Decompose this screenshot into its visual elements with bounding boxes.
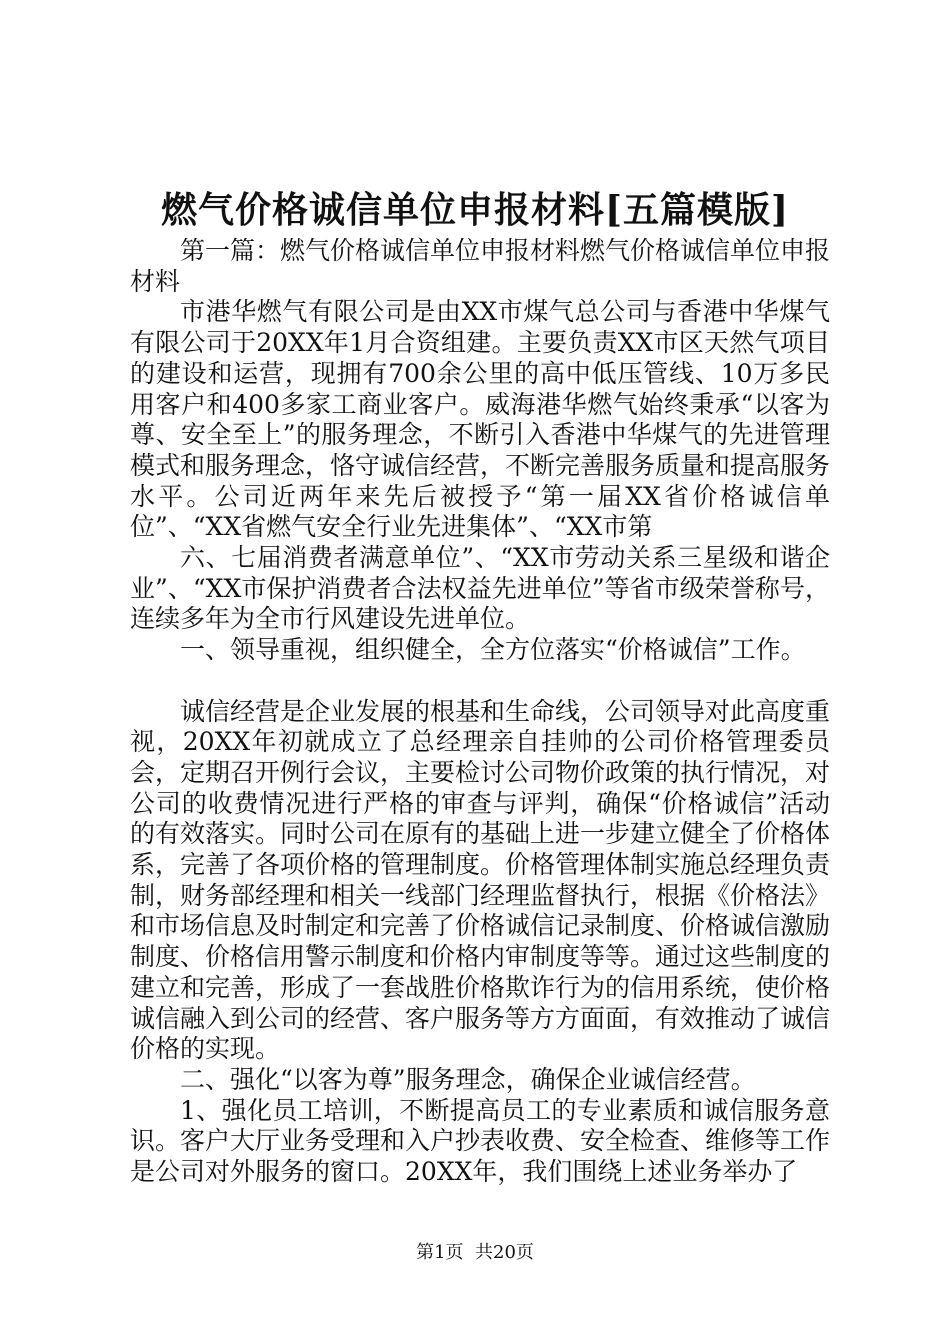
paragraph-staff-training: 1、强化员工培训，不断提高员工的专业素质和诚信服务意识。客户大厅业务受理和入户抄表收费、安全检查、维修等工作是公司对外服务的窗口。20XX年，我们围绕上述业务举办了 [130, 1095, 831, 1187]
paragraph-honors: 六、七届消费者满意单位”、“XX市劳动关系三星级和谐企业”、“XX市保护消费者合法权益先进单位”等省市级荣誉称号，连续多年为全市行风建设先进单位。 [130, 543, 830, 634]
paragraph-company-intro: 市港华燃气有限公司是由XX市煤气总公司与香港中华煤气有限公司于20XX年1月合资组建。主要负责XX市区天然气项目的建设和运营，现拥有700余公里的高中低压管线、10万多民用客户和400多家工商业客户。威海港华燃气始终秉承“以客为尊、安全至上”的服务理念，不断引入香港中华煤气的先进管理模式和服务理念，恪守诚信经营，不断完善服务质量和提高服务水平。公司近两年来先后被授予“第一届XX省价格诚信单位”、“XX省燃气安全行业先进集体”、“XX市第 [130, 297, 831, 542]
page-footer [0, 1242, 950, 1264]
section-heading-leadership: 一、领导重视，组织健全，全方位落实“价格诚信”工作。 [180, 635, 806, 665]
page-number: 第1页 [416, 1242, 464, 1263]
section-heading-customer-first: 二、强化“以客为尊”服务理念，确保企业诚信经营。 [180, 1064, 756, 1094]
page-total: 共20页 [475, 1242, 534, 1263]
paragraph-heading-part-one: 第一篇：燃气价格诚信单位申报材料燃气价格诚信单位申报材料 [130, 236, 831, 296]
paragraph-integrity-management: 诚信经营是企业发展的根基和生命线，公司领导对此高度重视，20XX年初就成立了总经理亲自挂帅的公司价格管理委员会，定期召开例行会议，主要检讨公司物价政策的执行情况，对公司的收费情况进行严格的审查与评判，确保“价格诚信”活动的有效落实。同时公司在原有的基础上进一步建立健全了价格体系，完善了各项价格的管理制度。价格管理体制实施总经理负责制，财务部经理和相关一线部门经理监督执行，根据《价格法》和市场信息及时制定和完善了价格诚信记录制度、价格诚信激励制度、价格信用警示制度和价格内审制度等等。通过这些制度的建立和完善，形成了一套战胜价格欺诈行为的信用系统，使价格诚信融入到公司的经营、客户服务等方方面面，有效推动了诚信价格的实现。 [130, 696, 831, 1064]
document-title: 燃气价格诚信单位申报材料[五篇模版] [160, 189, 790, 231]
document-body [130, 236, 830, 1188]
